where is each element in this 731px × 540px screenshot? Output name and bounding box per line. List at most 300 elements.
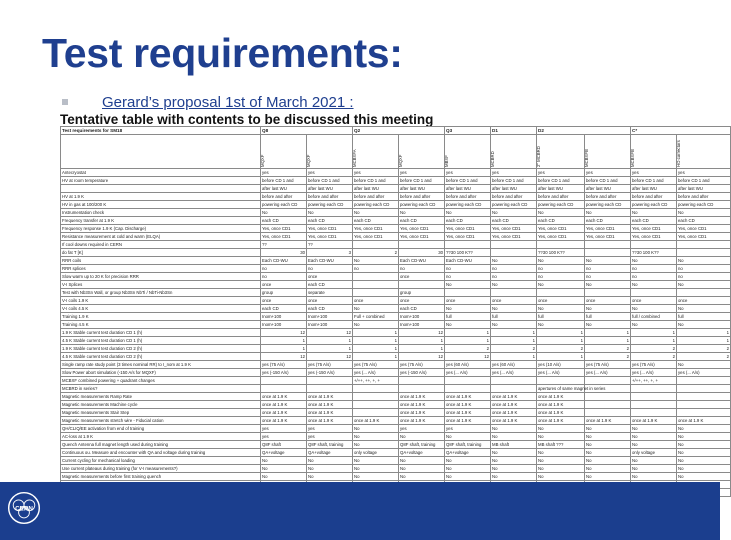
table-cell: 2 (677, 353, 731, 361)
table-cell: 1 (307, 345, 353, 353)
table-cell: 1 (445, 329, 491, 337)
table-cell (491, 385, 537, 393)
table-cell: No (491, 321, 537, 329)
table-cell: No (677, 257, 731, 265)
table-cell: Yes, once CD1 (537, 233, 585, 241)
table-cell: powering each CD (491, 201, 537, 209)
table-row (61, 369, 731, 377)
table-cell: No (353, 433, 399, 441)
table-cell: once at 1.9 K (399, 401, 445, 409)
table-cell: once at 1.9 K (261, 393, 307, 401)
table-cell: Each CD-WU (307, 257, 353, 265)
test-name-cell: Magnetic measurements Ramp Rate (61, 393, 261, 401)
table-cell: powering each CD (631, 201, 677, 209)
table-row (61, 401, 731, 409)
variant-header: MQXF (307, 135, 353, 169)
table-cell: No (537, 457, 585, 465)
table-cell: once (261, 297, 307, 305)
test-name-cell: 4.5 K Stable current test duration CD 1 (h) (61, 337, 261, 345)
table-cell: 2 (585, 353, 631, 361)
table-cell: No (631, 209, 677, 217)
table-row (61, 457, 731, 465)
table-cell: powering each CD (585, 201, 631, 209)
table-cell: once at 1.9 K (307, 393, 353, 401)
embedded-table-title: Tentative table with contents to be discussed this meeting (60, 112, 434, 127)
table-cell: 1 (491, 353, 537, 361)
table-cell: once at 1.9 K (537, 409, 585, 417)
table-cell: each CD (261, 305, 307, 313)
table-row (61, 273, 731, 281)
table-row (61, 337, 731, 345)
table-body (61, 169, 731, 497)
table-cell: each CD (445, 217, 491, 225)
table-cell: once at 1.9 K (307, 417, 353, 425)
table-cell: once (399, 273, 445, 281)
table-cell: once at 1.9 K (399, 409, 445, 417)
table-cell: once (307, 297, 353, 305)
table-cell: each CD (307, 281, 353, 289)
table-cell: once at 1.9 K (491, 417, 537, 425)
table-cell: 1 (353, 345, 399, 353)
table-cell: after last WU (445, 185, 491, 193)
table-cell: each CD (491, 217, 537, 225)
table-row (61, 201, 731, 209)
table-cell: No (537, 449, 585, 457)
test-name-cell: If cool downs required in CERN (61, 241, 261, 249)
table-cell: No (585, 457, 631, 465)
test-name-cell: Single ramp rate study point (3 times nominal RR) to I_nom at 1.9 K (61, 361, 261, 369)
table-cell: Yes, once CD1 (585, 225, 631, 233)
table-cell: No (631, 257, 677, 265)
table-cell (631, 393, 677, 401)
table-cell: powering each CD (445, 201, 491, 209)
table-cell: Inom+100 (261, 313, 307, 321)
table-cell: No (445, 473, 491, 481)
table-cell (585, 393, 631, 401)
table-cell: No (537, 473, 585, 481)
table-cell: once (445, 297, 491, 305)
table-cell (631, 241, 677, 249)
table-cell: Yes, once CD1 (585, 233, 631, 241)
table-cell: Yes, once CD1 (491, 225, 537, 233)
table-row (61, 289, 731, 297)
test-name-cell: Continuous ou. Measure and encounter with QA and voltage during training (61, 449, 261, 457)
table-cell: No (399, 457, 445, 465)
table-cell: yes (399, 425, 445, 433)
test-requirements-table-wrap (60, 126, 730, 517)
table-cell: No (585, 465, 631, 473)
table-cell: after last WU (261, 185, 307, 193)
table-cell (585, 249, 631, 257)
test-name-cell: QH/CLIQ/EE activation from end of training (61, 425, 261, 433)
table-cell: 1 (353, 353, 399, 361)
table-cell: yes (... A/s) (677, 369, 731, 377)
table-cell: yes (261, 169, 307, 177)
magnet-header-row (61, 127, 731, 135)
table-cell: No (631, 321, 677, 329)
table-cell: yes (585, 169, 631, 177)
table-cell: powering each CD (307, 201, 353, 209)
table-cell: once (353, 297, 399, 305)
table-cell: powering each CD (353, 201, 399, 209)
table-cell: Yes, once CD1 (445, 233, 491, 241)
table-cell: no (677, 273, 731, 281)
table-cell: 1 (537, 329, 585, 337)
table-cell: 2 (631, 353, 677, 361)
table-cell: 1 (631, 329, 677, 337)
table-cell: 1 (261, 345, 307, 353)
test-name-cell: V-I coils 4.5 K (61, 305, 261, 313)
table-row (61, 385, 731, 393)
table-cell: No (677, 473, 731, 481)
test-name-cell: Magnetic measurements Machine cycle (61, 401, 261, 409)
table-cell: MB shaft (491, 441, 537, 449)
table-cell: 2 (491, 345, 537, 353)
table-cell: 2 (353, 249, 399, 257)
table-cell (353, 385, 399, 393)
table-cell (677, 385, 731, 393)
magnet-header: C* (631, 127, 731, 135)
table-cell (307, 385, 353, 393)
table-row (61, 321, 731, 329)
table-cell: after last WU (353, 185, 399, 193)
table-cell: QA+voltage (307, 449, 353, 457)
table-cell: yes (307, 433, 353, 441)
table-row (61, 225, 731, 233)
test-name-cell: 1.9 K Stable current test duration CD 1 (h) (61, 329, 261, 337)
table-cell: yes (677, 169, 731, 177)
table-cell: yes (60 A/s) (491, 361, 537, 369)
table-cell: before CD 1 and (307, 177, 353, 185)
table-cell: No (261, 465, 307, 473)
table-row (61, 353, 731, 361)
table-cell: No (631, 425, 677, 433)
table-cell: each CD (537, 217, 585, 225)
table-cell: No (677, 449, 731, 457)
table-cell: yes (353, 169, 399, 177)
table-row (61, 193, 731, 201)
table-cell (399, 281, 445, 289)
test-requirements-table (60, 126, 731, 497)
table-cell: before CD 1 and (677, 177, 731, 185)
table-row (61, 241, 731, 249)
table-cell: Yes, once CD1 (677, 233, 731, 241)
test-name-cell: Magnetic measurements before first training quench (61, 473, 261, 481)
table-cell: yes (-150 A/s) (399, 369, 445, 377)
table-cell: ??30 100 K?? (445, 249, 491, 257)
table-row (61, 417, 731, 425)
table-cell: +/++, ++, +, + (631, 377, 677, 385)
variant-header-row (61, 135, 731, 169)
table-cell (445, 289, 491, 297)
test-name-cell: 4.5 K Stable current test duration CD 2 (h) (61, 353, 261, 361)
table-cell: No (537, 433, 585, 441)
table-cell: No (537, 257, 585, 265)
table-cell: Inom+100 (399, 313, 445, 321)
table-cell: No (677, 305, 731, 313)
table-cell: Yes, once CD1 (353, 225, 399, 233)
test-name-cell: Training 4.5 K (61, 321, 261, 329)
test-name-cell: Frequency response 1.9 K (Cap. Discharge) (61, 225, 261, 233)
table-cell (585, 241, 631, 249)
table-cell: No (585, 433, 631, 441)
table-cell: No (585, 209, 631, 217)
table-cell: No (677, 361, 731, 369)
table-cell (585, 409, 631, 417)
table-cell: Inom+100 (307, 313, 353, 321)
table-cell: no (537, 273, 585, 281)
table-cell: once at 1.9 K (491, 393, 537, 401)
test-name-cell: Magnetic measurements stretch wire - Fiducial cation (61, 417, 261, 425)
table-cell: Yes, once CD1 (353, 233, 399, 241)
table-cell (353, 273, 399, 281)
table-cell: yes (10 A/s) (537, 361, 585, 369)
table-cell (445, 241, 491, 249)
table-row (61, 345, 731, 353)
table-cell: once at 1.9 K (399, 417, 445, 425)
table-cell: yes (-150 A/s) (307, 369, 353, 377)
table-cell: after last WU (537, 185, 585, 193)
table-cell: yes (261, 425, 307, 433)
variant-header: MQXF (399, 135, 445, 169)
table-cell: Yes, once CD1 (261, 225, 307, 233)
table-cell: before CD 1 and (261, 177, 307, 185)
table-cell: No (631, 281, 677, 289)
table-cell: No (445, 305, 491, 313)
table-cell: 1 (585, 329, 631, 337)
table-cell (537, 241, 585, 249)
table-cell: before CD 1 and (399, 177, 445, 185)
table-cell: No (585, 305, 631, 313)
table-cell: No (399, 465, 445, 473)
table-cell: No (585, 473, 631, 481)
table-cell: 1 (261, 337, 307, 345)
table-cell: Inom+100 (307, 321, 353, 329)
table-cell (631, 409, 677, 417)
table-cell: No (445, 209, 491, 217)
test-name-cell: HV at room temperature (61, 177, 261, 185)
table-cell: before CD 1 and (631, 177, 677, 185)
table-cell: 1 (537, 353, 585, 361)
table-row (61, 249, 731, 257)
table-cell: each CD (261, 217, 307, 225)
test-name-cell: 1.9 K Stable current test duration CD 2 (h) (61, 345, 261, 353)
table-cell: before and after (491, 193, 537, 201)
table-cell (677, 401, 731, 409)
table-cell: No (491, 257, 537, 265)
table-row (61, 209, 731, 217)
table-cell: No (537, 425, 585, 433)
magnet-header: Q2 (353, 127, 445, 135)
table-cell: full (491, 313, 537, 321)
table-cell: no (445, 273, 491, 281)
cern-logo-icon (6, 490, 42, 526)
table-cell (445, 385, 491, 393)
table-cell: Yes, once CD1 (631, 233, 677, 241)
test-name-cell: HV at 1.9 K (61, 193, 261, 201)
table-cell: No (399, 209, 445, 217)
table-cell: Yes, once CD1 (537, 225, 585, 233)
table-cell: before and after (399, 193, 445, 201)
table-cell: No (491, 465, 537, 473)
table-cell: yes (537, 169, 585, 177)
table-cell: Yes, once CD1 (307, 233, 353, 241)
table-cell: Each CD-WU (261, 257, 307, 265)
table-cell: yes (-150 A/s) (261, 369, 307, 377)
table-cell (307, 377, 353, 385)
table-row (61, 233, 731, 241)
table-cell: yes (75 A/s) (631, 361, 677, 369)
table-cell: each CD (399, 305, 445, 313)
table-cell: No (677, 433, 731, 441)
table-cell: yes (491, 169, 537, 177)
table-cell: No (677, 441, 731, 449)
variant-header: MCBRD (491, 135, 537, 169)
table-row (61, 313, 731, 321)
table-cell: full (445, 313, 491, 321)
test-name-cell: Current cycling for mechanical loading (61, 457, 261, 465)
variant-corner (61, 135, 261, 169)
table-cell: No (353, 209, 399, 217)
table-cell: 2 (585, 345, 631, 353)
test-name-cell: Frequency transfer at 1.9 K (61, 217, 261, 225)
test-name-cell: RRR splices (61, 265, 261, 273)
table-cell: 2 (445, 345, 491, 353)
table-cell: before and after (537, 193, 585, 201)
table-cell (399, 377, 445, 385)
table-cell: 1 (677, 329, 731, 337)
table-cell: once at 1.9 K (445, 409, 491, 417)
table-cell: before CD 1 and (491, 177, 537, 185)
table-cell: 1 (399, 345, 445, 353)
table-cell (353, 409, 399, 417)
table-cell: 12 (307, 329, 353, 337)
table-cell: No (585, 449, 631, 457)
table-cell (631, 289, 677, 297)
table-cell: no (585, 273, 631, 281)
table-cell: once at 1.9 K (537, 417, 585, 425)
table-row (61, 305, 731, 313)
table-cell: No (631, 433, 677, 441)
table-cell: once (585, 297, 631, 305)
table-cell (585, 377, 631, 385)
table-cell: once (399, 297, 445, 305)
table-cell: after last WU (491, 185, 537, 193)
table-cell: 1 (399, 337, 445, 345)
table-cell: Yes, once CD1 (399, 225, 445, 233)
table-row (61, 465, 731, 473)
table-cell: no (491, 265, 537, 273)
table-cell: ?? (307, 241, 353, 249)
table-cell: once (491, 297, 537, 305)
table-cell (491, 289, 537, 297)
table-cell: No (631, 441, 677, 449)
magnet-header: D2 (537, 127, 631, 135)
table-cell: MB shaft ??? (537, 441, 585, 449)
table-cell: 12 (307, 353, 353, 361)
table-cell: before and after (307, 193, 353, 201)
table-cell (631, 385, 677, 393)
table-cell: No (631, 305, 677, 313)
test-name-cell: V-I coils 1.9 K (61, 297, 261, 305)
table-cell: No (491, 457, 537, 465)
bullet-square-icon (62, 99, 68, 105)
table-row (61, 265, 731, 273)
table-cell: Yes, once CD1 (307, 225, 353, 233)
table-cell: Q8F shaft, training (445, 441, 491, 449)
test-name-cell: Quench Antenna full magnet length used during training (61, 441, 261, 449)
table-cell: No (307, 209, 353, 217)
table-cell: 1 (631, 337, 677, 345)
svg-text:CERN: CERN (15, 505, 33, 513)
table-cell: No (353, 441, 399, 449)
table-cell: No (631, 465, 677, 473)
table-cell (677, 377, 731, 385)
table-cell (585, 401, 631, 409)
table-cell: 1 (491, 329, 537, 337)
table-cell: 12 (261, 329, 307, 337)
table-cell: before CD 1 and (445, 177, 491, 185)
table-cell: yes (399, 169, 445, 177)
table-cell: after last WU (307, 185, 353, 193)
table-cell: once at 1.9 K (353, 417, 399, 425)
table-cell: No (353, 257, 399, 265)
table-cell: No (353, 473, 399, 481)
table-cell: once at 1.9 K (585, 417, 631, 425)
table-cell: No (491, 449, 537, 457)
table-cell: 30 (261, 249, 307, 257)
table-cell: once (537, 297, 585, 305)
table-cell: yes (75 A/s) (307, 361, 353, 369)
table-cell: once at 1.9 K (261, 417, 307, 425)
bullet-item (62, 92, 354, 112)
table-row (61, 185, 731, 193)
table-cell: No (537, 281, 585, 289)
table-cell: powering each CD (399, 201, 445, 209)
table-cell: No (353, 465, 399, 473)
table-cell: once (677, 297, 731, 305)
table-cell: No (491, 209, 537, 217)
table-cell: yes (307, 425, 353, 433)
table-row (61, 217, 731, 225)
table-cell: QA+voltage (399, 449, 445, 457)
table-cell: no (631, 273, 677, 281)
table-cell: before CD 1 and (585, 177, 631, 185)
table-row (61, 169, 731, 177)
table-cell: each CD (307, 305, 353, 313)
table-cell: No (261, 457, 307, 465)
table-cell (353, 393, 399, 401)
variant-header: MCBXFA (353, 135, 399, 169)
table-cell: no (353, 265, 399, 273)
table-cell: Each CD-WU (445, 257, 491, 265)
table-cell: 1 (677, 337, 731, 345)
variant-header: MCBXFB (631, 135, 677, 169)
table-cell: no (677, 265, 731, 273)
table-cell: No (677, 425, 731, 433)
table-cell: No (307, 465, 353, 473)
table-cell: full (585, 313, 631, 321)
table-cell: yes (60 A/s) (445, 361, 491, 369)
table-cell: after last WU (399, 185, 445, 193)
test-name-cell: MCBXF combined powering + quadrant changes (61, 377, 261, 385)
table-cell: No (261, 209, 307, 217)
table-cell: powering each CD (261, 201, 307, 209)
table-cell: yes (... A/s) (353, 369, 399, 377)
table-cell: No (585, 321, 631, 329)
variant-header: MBXF (445, 135, 491, 169)
table-cell (537, 289, 585, 297)
